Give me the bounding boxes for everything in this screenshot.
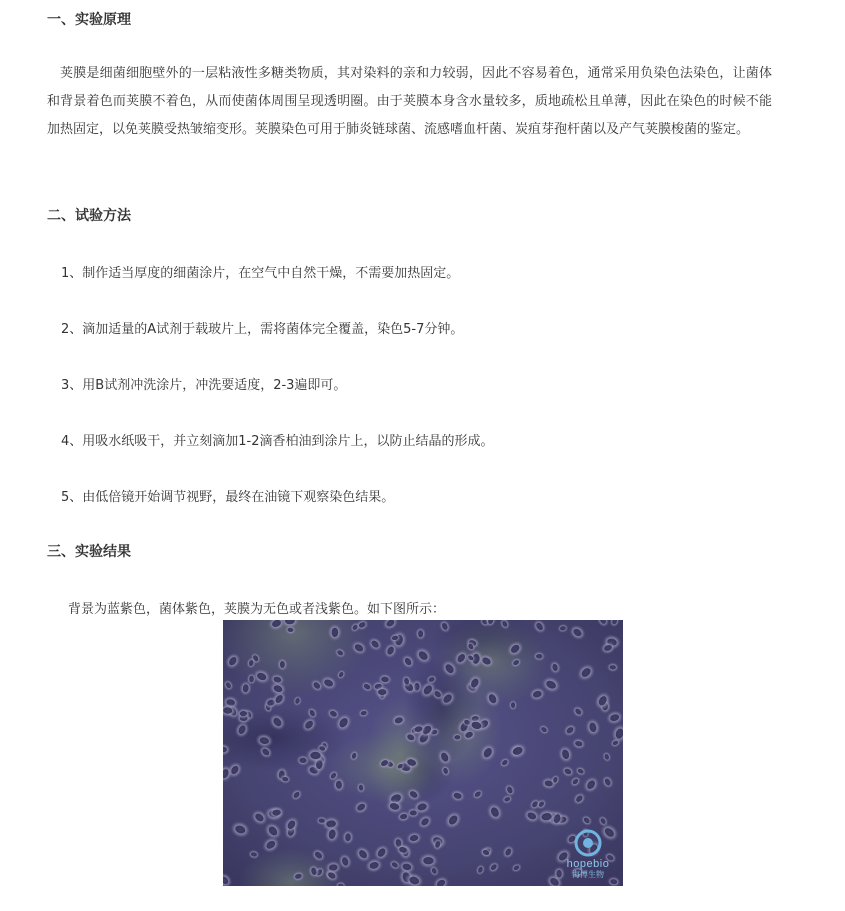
section-heading-method: 二、试验方法 (47, 208, 131, 224)
logo-icon (573, 828, 603, 858)
micrograph-image (223, 620, 623, 886)
result-description: 背景为蓝紫色，菌体紫色，荚膜为无色或者浅紫色。如下图所示： (68, 602, 446, 617)
method-step: 3、用B试剂冲洗涂片，冲洗要适度，2-3遍即可。 (61, 378, 347, 393)
section-heading-principle: 一、实验原理 (47, 12, 131, 28)
section-heading-result: 三、实验结果 (47, 544, 131, 560)
method-step: 5、由低倍镜开始调节视野，最终在油镜下观察染色结果。 (61, 490, 395, 505)
watermark-subtitle: 海博生物 (572, 870, 604, 879)
bacterium-cell (533, 651, 545, 661)
method-step: 1、制作适当厚度的细菌涂片，在空气中自然干燥，不需要加热固定。 (61, 266, 460, 281)
principle-paragraph: 荚膜是细菌细胞壁外的一层粘液性多糖类物质，其对染料的亲和力较弱，因此不容易着色，通常采用负染色法染色，让菌体和背景着色而荚膜不着色，从而使菌体周围呈现透明圈。由于荚膜本身含水量较多，质地疏松且单薄，因此在染色的时候不能加热固定，以免荚膜受热皱缩变形。荚膜染色可用于肺炎链球菌、流感嗜血杆菌、炭疽芽孢杆菌以及产气荚膜梭菌的鉴定。 (47, 66, 772, 137)
watermark-logo (561, 828, 615, 880)
watermark-name: hopebio (566, 858, 610, 870)
method-step: 2、滴加适量的A试剂于载玻片上，需将菌体完全覆盖，染色5-7分钟。 (61, 322, 464, 337)
method-step: 4、用吸水纸吸干，并立刻滴加1-2滴香柏油到涂片上，以防止结晶的形成。 (61, 434, 494, 449)
